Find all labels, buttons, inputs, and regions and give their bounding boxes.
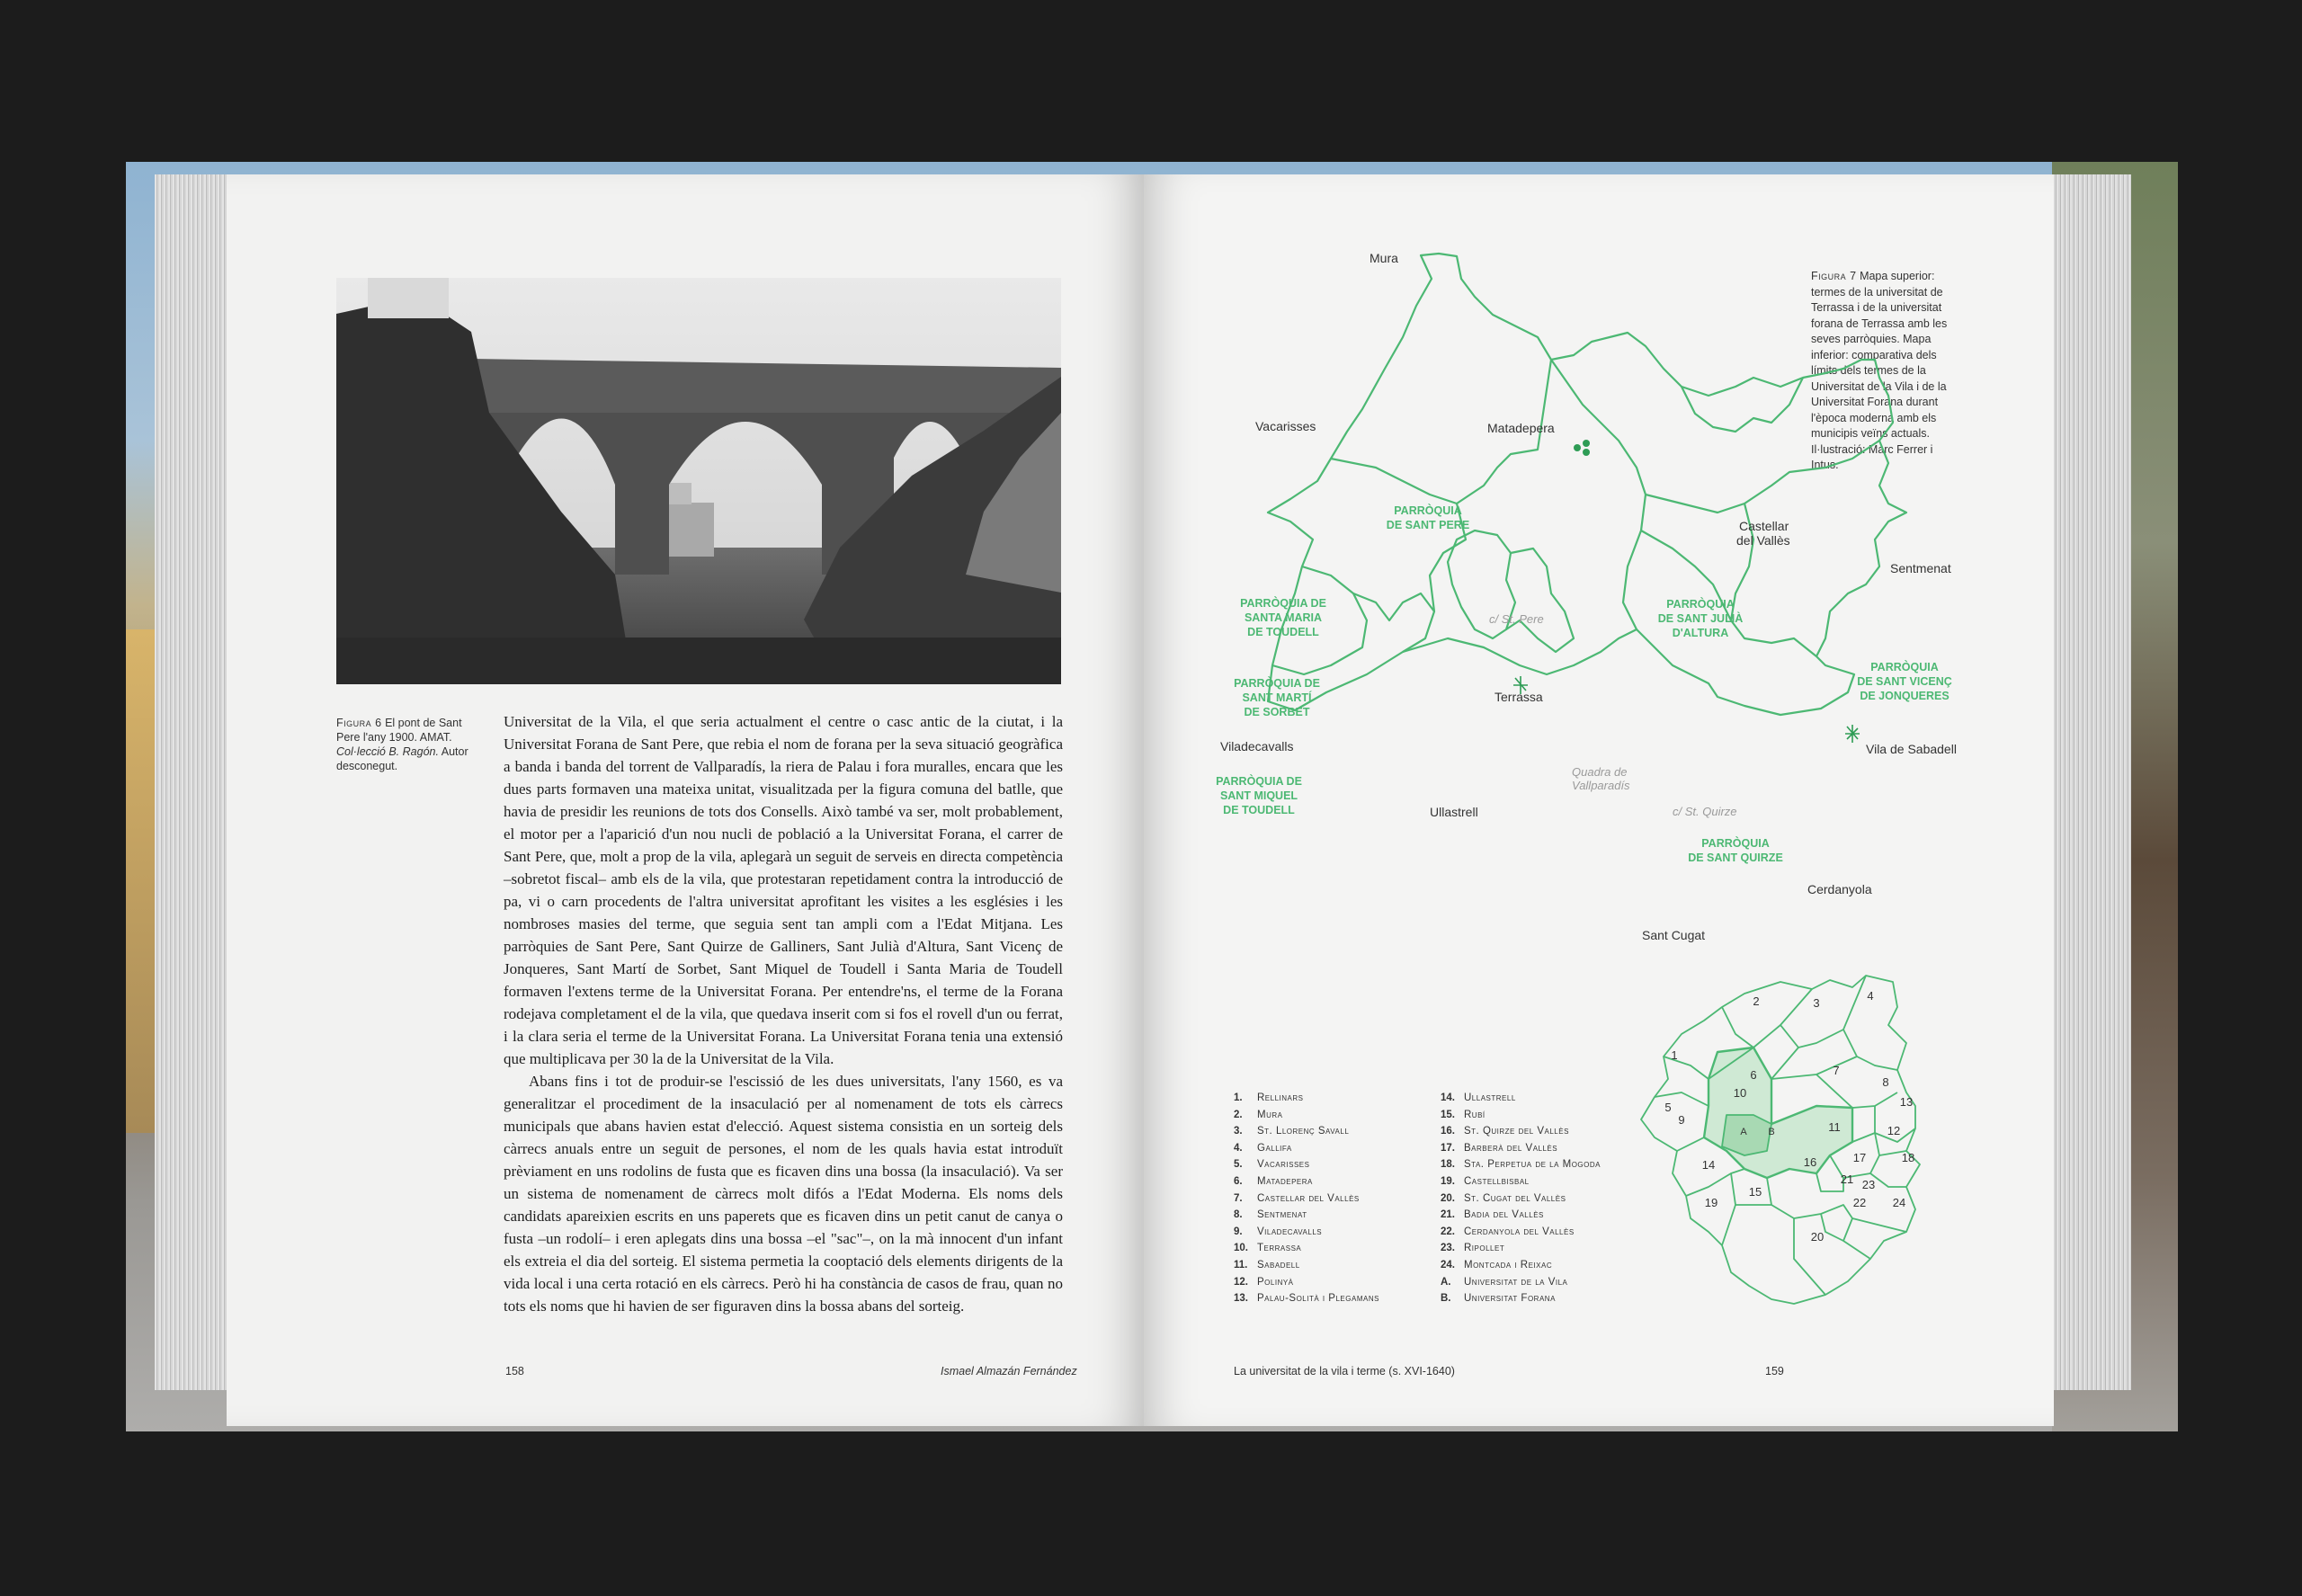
label-c-st-pere: c/ St. Pere xyxy=(1489,612,1544,626)
small-map-label: 23 xyxy=(1861,1178,1876,1191)
legend-name: Ripollet xyxy=(1464,1243,1505,1254)
figure-6-text: El pont de Sant Pere l'any 1900. AMAT. xyxy=(336,717,462,744)
label-ullastrell: Ullastrell xyxy=(1430,805,1478,819)
parish-santa-maria-2: SANTA MARIA xyxy=(1244,611,1323,624)
parish-sant-marti-3: DE SORBET xyxy=(1244,706,1310,718)
small-map-label: 12 xyxy=(1887,1124,1901,1137)
legend-number: 24. xyxy=(1441,1259,1455,1271)
legend-item xyxy=(1441,1274,1601,1291)
parish-sant-marti-1: PARRÒQUIA DE xyxy=(1234,677,1320,690)
small-map-label: 11 xyxy=(1828,1120,1841,1134)
legend-name: Rellinars xyxy=(1257,1092,1304,1103)
legend-item xyxy=(1234,1290,1379,1307)
legend-item xyxy=(1441,1290,1601,1307)
label-mura: Mura xyxy=(1370,251,1398,265)
page-block-left xyxy=(155,174,227,1390)
legend-number: 21. xyxy=(1441,1209,1455,1221)
legend-item xyxy=(1441,1207,1601,1224)
label-sentmenat: Sentmenat xyxy=(1890,561,1951,575)
small-map-label: 21 xyxy=(1840,1172,1854,1186)
legend-number: 11. xyxy=(1234,1259,1248,1271)
small-map-label: 19 xyxy=(1704,1196,1718,1209)
figure-6-label: Figura 6 xyxy=(336,717,382,729)
parish-sant-pere-1: PARRÒQUIA xyxy=(1394,504,1462,517)
parish-sant-quirze-2: DE SANT QUIRZE xyxy=(1688,851,1783,864)
legend-name: Castellar del Vallès xyxy=(1257,1192,1360,1204)
legend-item xyxy=(1234,1140,1379,1157)
legend-name: Barberà del Vallès xyxy=(1464,1142,1558,1154)
small-map-label: 2 xyxy=(1753,994,1760,1008)
label-cerdanyola: Cerdanyola xyxy=(1807,882,1872,896)
legend-item xyxy=(1234,1123,1379,1140)
legend-name: Montcada i Reixac xyxy=(1464,1259,1553,1271)
matadepera-dots xyxy=(1574,440,1590,456)
page-number-left: 158 xyxy=(505,1365,524,1378)
legend-number: 5. xyxy=(1234,1159,1243,1171)
legend-number: 3. xyxy=(1234,1126,1243,1137)
figure-7-label: Figura 7 xyxy=(1811,270,1857,282)
paragraph-1: Universitat de la Vila, el que seria actualment el centre o casc antic de la ciutat, i la Universitat Forana de Sant Pere, que rebia el nom de forana per la seva situació geogràfica a banda i banda del torrent de Vallparadís, la riera de Palau i fora muralles, encara que les dues parts formaven una mateixa unitat, visualitzada per la figura comuna del batlle, que havia de presidir les reunions de tots dos Consells. Això també va ser, molt probablement, el motor per a l'aparició d'un nou nucli de població a la Universitat Forana, el carrer de Sant Pere, que, molt a prop de la vila, aplegarà un seguit de serveis en directa competència –sobretot fiscal– amb els de la vila, que protestaran repetidament contra la introducció de pa, vi o carn procedents de l'altra universitat aprofitant les visites a les esglésies i les nombroses masies del terme, que seguia sent tan ampli com a l'Edat Mitjana. Les parròquies de Sant Pere, Sant Quirze de Galliners, Sant Julià d'Altura, Sant Vicenç de Jonqueres, Sant Martí de Sorbet, Sant Miquel de Toudell i Santa Maria de Toudell formaven l'extens terme de la Universitat Forana. Per entendre'ns, el terme de la Forana rodejava completament el de la vila, que quedava inserit com si fos el rovell d'un ou ferrat, i la clara seria el terme de la Universitat Forana. La Universitat Forana tenia una extensió que multiplicava per 30 la de la Universitat de la Vila. xyxy=(504,713,1063,1067)
legend-item xyxy=(1441,1090,1601,1107)
small-map-label: 24 xyxy=(1892,1196,1906,1209)
legend-item xyxy=(1441,1190,1601,1208)
figure-6-caption xyxy=(336,716,471,773)
legend-number: 9. xyxy=(1234,1226,1243,1237)
legend-name: Terrassa xyxy=(1257,1243,1302,1254)
legend-item xyxy=(1234,1173,1379,1190)
small-map-label: 14 xyxy=(1701,1158,1716,1172)
legend-number: 8. xyxy=(1234,1209,1243,1221)
small-map-label: B xyxy=(1768,1127,1775,1137)
label-castellar-1: Castellar xyxy=(1739,519,1789,533)
small-map-label: 13 xyxy=(1899,1095,1914,1109)
sabadell-marker xyxy=(1845,725,1860,743)
legend-item xyxy=(1441,1156,1601,1173)
small-map-label: 15 xyxy=(1748,1185,1762,1199)
legend-number: 18. xyxy=(1441,1159,1455,1171)
legend-column-1 xyxy=(1234,1090,1379,1307)
legend-number: 12. xyxy=(1234,1276,1248,1288)
legend-number: 19. xyxy=(1441,1175,1455,1187)
parish-sant-julia-3: D'ALTURA xyxy=(1672,627,1729,639)
legend-item xyxy=(1234,1107,1379,1124)
parish-sant-vicenc-1: PARRÒQUIA xyxy=(1870,661,1939,673)
running-footer-title: La universitat de la vila i terme (s. XVI-1640) xyxy=(1234,1365,1455,1378)
legend-number: 1. xyxy=(1234,1092,1243,1103)
label-c-st-quirze: c/ St. Quirze xyxy=(1673,805,1737,818)
page-block-right xyxy=(2045,174,2131,1390)
legend-name: Matadepera xyxy=(1257,1175,1313,1187)
small-map-label: 3 xyxy=(1813,996,1820,1010)
legend-item xyxy=(1234,1156,1379,1173)
legend-name: Cerdanyola del Vallès xyxy=(1464,1226,1575,1237)
legend-column-2 xyxy=(1441,1090,1601,1307)
label-vacarisses: Vacarisses xyxy=(1255,419,1316,433)
legend-item xyxy=(1441,1257,1601,1274)
legend-number: 14. xyxy=(1441,1092,1455,1103)
small-map-label: 20 xyxy=(1810,1230,1825,1244)
small-map-label: 5 xyxy=(1664,1101,1672,1114)
label-vila-sabadell: Vila de Sabadell xyxy=(1866,742,1957,756)
small-map-label: 8 xyxy=(1882,1075,1889,1089)
parish-sant-julia-2: DE SANT JULIÀ xyxy=(1657,612,1744,625)
legend-number: 20. xyxy=(1441,1192,1455,1204)
label-terrassa: Terrassa xyxy=(1495,690,1543,704)
legend-number: A. xyxy=(1441,1276,1451,1288)
legend-number: 7. xyxy=(1234,1192,1243,1204)
legend-number: 4. xyxy=(1234,1142,1243,1154)
small-map-label: 4 xyxy=(1867,989,1874,1003)
label-viladecavalls: Viladecavalls xyxy=(1220,739,1294,753)
parish-santa-maria-1: PARRÒQUIA DE xyxy=(1240,597,1326,610)
legend-name: Sabadell xyxy=(1257,1259,1300,1271)
parish-santa-maria-3: DE TOUDELL xyxy=(1247,626,1319,638)
legend-item xyxy=(1234,1090,1379,1107)
parish-sant-vicenc-3: DE JONQUERES xyxy=(1860,690,1950,702)
legend-name: Palau-Solità i Plegamans xyxy=(1257,1293,1379,1305)
label-quadra-1: Quadra de xyxy=(1572,765,1628,779)
legend-name: Rubí xyxy=(1464,1109,1486,1120)
small-map-label: 6 xyxy=(1750,1068,1757,1082)
figure-6-author: Autor desconegut. xyxy=(336,745,468,772)
parish-sant-quirze-1: PARRÒQUIA xyxy=(1701,837,1770,850)
legend-number: 15. xyxy=(1441,1109,1455,1120)
legend-item xyxy=(1441,1240,1601,1257)
running-footer-author: Ismael Almazán Fernández xyxy=(941,1365,1077,1378)
legend-item xyxy=(1234,1257,1379,1274)
small-map-label: 10 xyxy=(1733,1086,1747,1100)
legend-name: Badia del Vallès xyxy=(1464,1209,1544,1221)
small-map-label: 7 xyxy=(1833,1064,1840,1077)
legend-name: Polinyà xyxy=(1257,1276,1294,1288)
legend-number: 10. xyxy=(1234,1243,1248,1254)
legend-number: 6. xyxy=(1234,1175,1243,1187)
body-text xyxy=(504,710,1063,1317)
legend-item xyxy=(1234,1274,1379,1291)
legend-name: Ullastrell xyxy=(1464,1092,1516,1103)
legend-name: Sentmenat xyxy=(1257,1209,1307,1221)
legend-name: Universitat de la Vila xyxy=(1464,1276,1568,1288)
legend-item xyxy=(1441,1173,1601,1190)
legend-name: Sta. Perpetua de la Mogoda xyxy=(1464,1159,1601,1171)
label-matadepera: Matadepera xyxy=(1487,421,1555,435)
legend-number: 17. xyxy=(1441,1142,1455,1154)
legend-name: Gallifa xyxy=(1257,1142,1292,1154)
figure-7-text: Mapa superior: termes de la universitat de Terrassa i de la universitat forana de Terrassa amb les seves parròquies. Mapa inferior: comparativa dels límits dels termes de la Universitat de la Vila i de la Universitat Forana durant l'època moderna amb els municipis veïns actuals. Il·lustració: Marc Ferrer i Intus. xyxy=(1811,270,1948,471)
legend-number: 23. xyxy=(1441,1243,1455,1254)
parish-sant-julia-1: PARRÒQUIA xyxy=(1666,598,1735,611)
parish-sant-pere-2: DE SANT PERE xyxy=(1386,519,1470,531)
parish-sant-miquel-1: PARRÒQUIA DE xyxy=(1216,775,1302,788)
legend-name: St. Llorenç Savall xyxy=(1257,1126,1350,1137)
legend-name: Viladecavalls xyxy=(1257,1226,1323,1237)
small-map-label: 22 xyxy=(1852,1196,1867,1209)
legend-item xyxy=(1234,1207,1379,1224)
legend-item xyxy=(1234,1190,1379,1208)
parishes-map xyxy=(1196,243,2041,962)
label-quadra-2: Vallparadís xyxy=(1572,779,1630,792)
legend-name: Mura xyxy=(1257,1109,1283,1120)
municipalities-map xyxy=(1637,971,1933,1322)
parish-sant-vicenc-2: DE SANT VICENÇ xyxy=(1857,675,1952,688)
small-map-label: 1 xyxy=(1671,1048,1678,1062)
legend-number: 16. xyxy=(1441,1126,1455,1137)
legend-number: B. xyxy=(1441,1293,1451,1305)
small-map-label: 18 xyxy=(1901,1151,1915,1164)
parish-sant-miquel-2: SANT MIQUEL xyxy=(1219,789,1298,802)
label-sant-cugat: Sant Cugat xyxy=(1642,928,1706,942)
bridge-photo-drawing xyxy=(336,278,1061,684)
parish-sant-miquel-3: DE TOUDELL xyxy=(1223,804,1295,816)
legend-name: St. Quirze del Vallès xyxy=(1464,1126,1569,1137)
label-castellar-2: del Vallès xyxy=(1736,533,1790,548)
small-map-label: 9 xyxy=(1678,1113,1685,1127)
legend-item xyxy=(1441,1107,1601,1124)
legend-name: Universitat Forana xyxy=(1464,1293,1556,1305)
parish-sant-marti-2: SANT MARTÍ xyxy=(1242,691,1312,704)
small-map-label: 16 xyxy=(1803,1155,1817,1169)
legend-name: St. Cugat del Vallès xyxy=(1464,1192,1566,1204)
paragraph-2: Abans fins i tot de produir-se l'escissió de les dues universitats, l'any 1560, es va generalitzar el procediment de la insaculació per al nomenament de tots els càrrecs municipals que abans havien estat d'elecció. Aquest sistema consistia en un sorteig dels càrrecs anuals entre un seguit de persones, el nom de les quals havia estat introduït prèviament en uns rodolins de fusta que es ficaven dins una bossa (la insaculació). Va ser un sistema de nomenament de càrrecs molt difós a l'Edat Moderna. Els noms dels candidats apareixien escrits en uns paperets que es ficaven dins un petit canut de canya o fusta –un rodolí– i eren aplegats dins una bossa –el "sac"–, on la mà innocent d'un infant els extreia el dia del sorteig. El sistema permetia la cooptació dels elements dirigents de la vida local i una certa rotació en els càrrecs. Però hi ha constància de casos de frau, quan no tots els noms que hi havien de ser figuraven dins la bossa abans del sorteig. xyxy=(504,1073,1063,1315)
legend-item xyxy=(1234,1240,1379,1257)
legend-number: 22. xyxy=(1441,1226,1455,1237)
legend-number: 2. xyxy=(1234,1109,1243,1120)
legend-item xyxy=(1441,1123,1601,1140)
legend-item xyxy=(1441,1224,1601,1241)
small-map-label: A xyxy=(1740,1127,1747,1137)
page-number-right: 159 xyxy=(1765,1365,1784,1378)
legend-number: 13. xyxy=(1234,1293,1248,1305)
legend-item xyxy=(1234,1224,1379,1241)
legend-name: Castellbisbal xyxy=(1464,1175,1530,1187)
map-borders xyxy=(1268,254,1906,715)
legend-name: Vacarisses xyxy=(1257,1159,1310,1171)
small-map-label: 17 xyxy=(1852,1151,1867,1164)
bridge-photo xyxy=(336,278,1061,684)
legend-item xyxy=(1441,1140,1601,1157)
figure-6-credit: Col·lecció B. Ragón. xyxy=(336,745,439,758)
